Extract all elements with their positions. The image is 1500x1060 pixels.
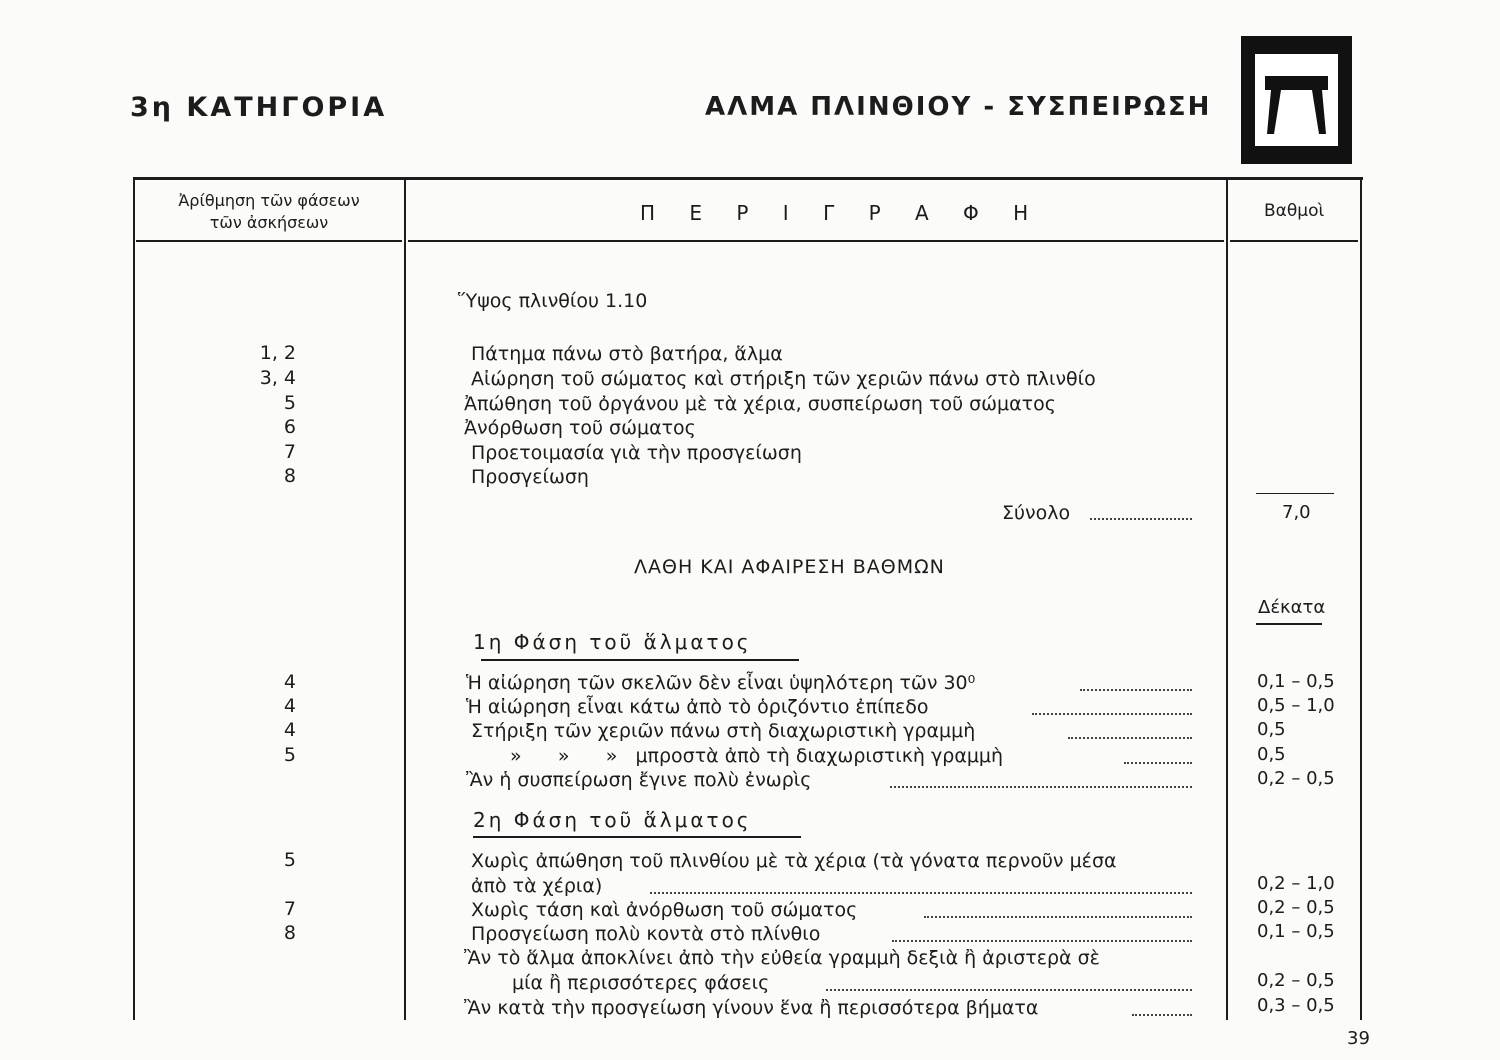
phases-column-header: Ἀρίθμηση τῶν φάσεων τῶν ἀσκήσεων [178,191,360,232]
error-grade: 0,2 – 0,5 [1257,970,1335,991]
leader-dots [924,916,1192,918]
error-text: Ἡ αἰώρηση εἶναι κάτω ἀπὸ τὸ ὁριζόντιο ἐπίπεδο [466,696,929,718]
total-label: Σύνολο [1002,502,1071,524]
error-number: 5 [283,849,296,871]
error-grade: 0,5 – 1,0 [1257,695,1335,716]
error-text: Χωρὶς τάση καὶ ἀνόρθωση τοῦ σώματος [471,899,858,921]
header-rule-2 [408,240,1224,242]
step-number: 7 [283,441,296,463]
error-number: 4 [283,695,296,717]
error-number: 4 [283,671,296,693]
error-grade: 0,2 – 0,5 [1257,768,1335,789]
table-top-rule [133,177,1363,180]
step-text: Αἰώρηση τοῦ σώματος καὶ στήριξη τῶν χεριῶν πάνω στὸ πλινθίο [471,368,1096,390]
table-divider-2 [1226,177,1228,1020]
step-number: 8 [283,465,296,487]
phase1-underline [481,659,799,661]
header-rule-3 [1230,240,1358,242]
error-text: Ἂν τὸ ἅλμα ἀποκλίνει ἀπὸ τὴν εὐθεία γραμμὴ δεξιὰ ἢ ἀριστερὰ σὲ [464,947,1100,969]
tenths-label: Δέκατα [1258,597,1326,618]
leader-dots [1132,1014,1192,1016]
error-text: Ἡ αἰώρηση τῶν σκελῶν δὲν εἶναι ὑψηλότερη τῶν 30⁰ [466,672,976,694]
step-text: Προετοιμασία γιὰ τὴν προσγείωση [471,442,802,464]
total-leader-dots [1090,518,1192,520]
description-column-header: Π Ε Ρ Ι Γ Ρ Α Φ Η [640,201,1043,225]
error-number: 7 [283,898,296,920]
category-heading: 3η ΚΑΤΗΓΟΡΙΑ [130,92,388,123]
error-text: Ἂν ἡ συσπείρωση ἔγινε πολὺ ἐνωρὶς [466,769,812,791]
grades-column-header: Βαθμοὶ [1264,201,1325,221]
step-number: 3, 4 [259,367,296,389]
page-number: 39 [1347,1028,1370,1049]
tenths-underline [1256,623,1322,625]
error-text: Χωρὶς ἀπώθηση τοῦ πλινθίου μὲ τὰ χέρια (τὰ γόνατα περνοῦν μέσα [471,850,1117,872]
step-number: 1, 2 [259,342,296,364]
step-number: 5 [283,392,296,414]
error-number: 5 [283,744,296,766]
error-text: Στήριξη τῶν χεριῶν πάνω στὴ διαχωριστικὴ γραμμὴ [471,720,976,742]
error-grade: 0,2 – 1,0 [1257,873,1335,894]
error-number: 8 [283,922,296,944]
error-text: Ἂν κατὰ τὴν προσγείωση γίνουν ἕνα ἢ περισσότερα βήματα [464,997,1039,1019]
error-grade: 0,1 – 0,5 [1257,921,1335,942]
errors-title: ΛΑΘΗ ΚΑΙ ΑΦΑΙΡΕΣΗ ΒΑΘΜΩΝ [634,556,945,578]
error-grade: 0,1 – 0,5 [1257,671,1335,692]
table-left-border [133,177,135,1020]
total-rule [1256,493,1334,494]
step-text: Πάτημα πάνω στὸ βατήρα, ἅλμα [471,343,783,365]
step-text: Ἀπώθηση τοῦ ὀργάνου μὲ τὰ χέρια, συσπείρωση τοῦ σώματος [464,393,1056,415]
leader-dots [826,989,1192,991]
height-note: Ὕψος πλινθίου 1.10 [458,290,648,312]
error-text: μία ἢ περισσότερες φάσεις [512,972,770,994]
phase2-underline [473,836,801,838]
table-divider-1 [404,177,406,1020]
leader-dots [892,940,1192,942]
leader-dots [1032,713,1192,715]
leader-dots [890,786,1192,788]
step-text: Ἀνόρθωση τοῦ σώματος [464,417,696,439]
total-value: 7,0 [1282,502,1311,523]
error-text: ἀπὸ τὰ χέρια) [471,875,603,897]
step-text: Προσγείωση [471,466,589,488]
header-rule-1 [136,240,402,242]
leader-dots [1124,762,1192,764]
leader-dots [1080,689,1192,691]
table-right-border [1360,177,1362,1020]
leader-dots [1068,737,1192,739]
phase2-title: 2η Φάση τοῦ ἅλματος [473,808,752,832]
error-text: » » » μπροστὰ ἀπὸ τὴ διαχωριστικὴ γραμμὴ [510,745,1004,767]
exercise-title: ΑΛΜΑ ΠΛΙΝΘΙΟΥ - ΣΥΣΠΕΙΡΩΣΗ [705,92,1212,122]
error-grade: 0,3 – 0,5 [1257,995,1335,1016]
error-text: Προσγείωση πολὺ κοντὰ στὸ πλίνθιο [471,923,821,945]
leader-dots [650,892,1192,894]
error-number: 4 [283,719,296,741]
vaulting-box-icon [1241,36,1352,164]
phase1-title: 1η Φάση τοῦ ἅλματος [473,630,752,654]
error-grade: 0,2 – 0,5 [1257,897,1335,918]
step-number: 6 [283,416,296,438]
error-grade: 0,5 [1257,719,1286,740]
error-grade: 0,5 [1257,744,1286,765]
